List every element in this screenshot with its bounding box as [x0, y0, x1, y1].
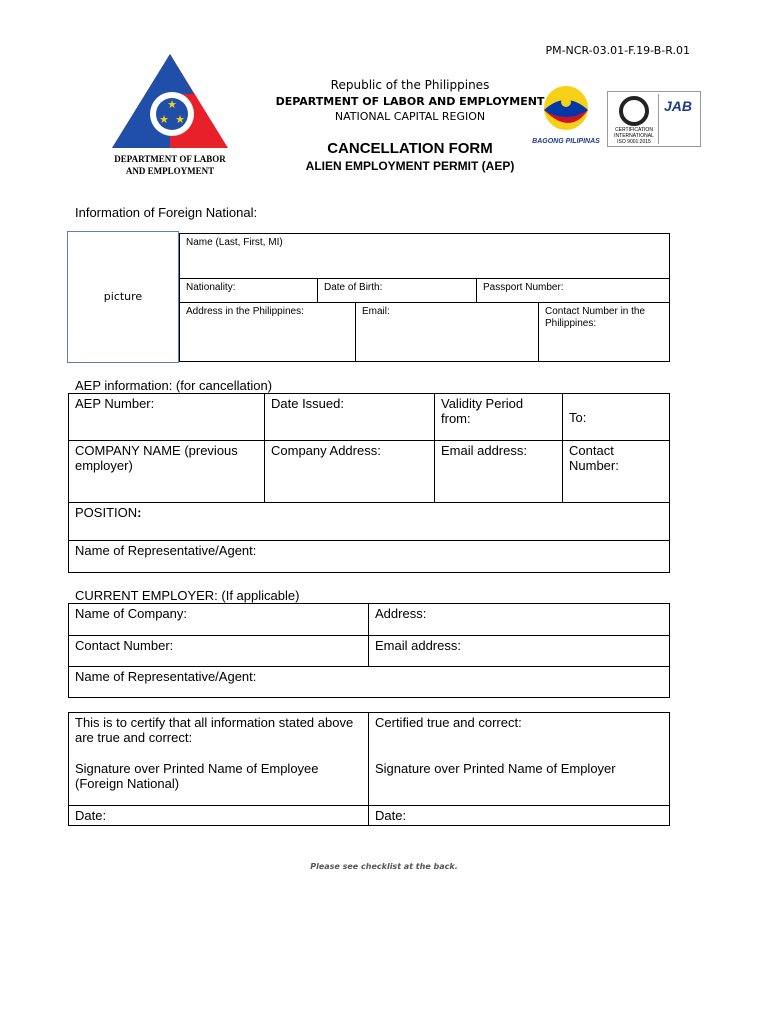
employee-certify-statement: This is to certify that all information stated above are true and correct: [75, 715, 354, 745]
employee-date-label: Date: [75, 808, 107, 823]
certification-logo [607, 91, 701, 147]
validity-from-field[interactable] [435, 394, 563, 441]
footer-note: Please see checklist at the back. [310, 862, 458, 871]
bagong-pilipinas-logo [530, 80, 602, 150]
region-text: NATIONAL CAPITAL REGION [334, 110, 486, 123]
employee-date-field[interactable] [69, 806, 369, 826]
aep-number-label: AEP Number: [75, 396, 155, 411]
employer-certify-cell[interactable] [369, 713, 670, 806]
aep-contact-label: Contact Number: [569, 443, 619, 473]
passport-field[interactable] [477, 279, 670, 303]
form-title: CANCELLATION FORM [327, 140, 493, 157]
department-text: DEPARTMENT OF LABOR AND EMPLOYMENT [275, 95, 545, 108]
aep-rep-field[interactable] [69, 541, 670, 573]
current-employer-table [68, 603, 670, 698]
aep-rep-label: Name of Representative/Agent: [75, 543, 257, 558]
aep-contact-field[interactable] [563, 441, 670, 503]
cert-line1: CERTIFICATION [615, 127, 653, 133]
current-address-label: Address: [375, 606, 427, 621]
employer-signature-label: Signature over Printed Name of Employer [375, 761, 616, 776]
current-contact-field[interactable] [69, 636, 369, 667]
aep-email-label: Email address: [441, 443, 527, 458]
employee-signature-label: Signature over Printed Name of Employee (Foreign National) [75, 761, 319, 791]
form-code: PM-NCR-03.01-F.19-B-R.01 [545, 44, 690, 57]
current-rep-field[interactable] [69, 667, 670, 698]
aep-table [68, 393, 670, 573]
cert-line3: ISO 9001:2015 [617, 139, 651, 145]
position-label: POSITION [75, 505, 138, 520]
current-address-field[interactable] [369, 604, 670, 636]
republic-text: Republic of the Philippines [330, 78, 490, 92]
employer-date-label: Date: [375, 808, 407, 823]
certification-table [68, 712, 670, 826]
certification-ring-icon [612, 94, 656, 128]
current-company-field[interactable] [69, 604, 369, 636]
foreign-national-section-label: Information of Foreign National: [75, 205, 258, 220]
address-label: Address in the Philippines: [186, 306, 304, 317]
email-field[interactable] [356, 303, 539, 362]
nationality-label: Nationality: [186, 282, 236, 293]
svg-text:★: ★ [175, 113, 185, 126]
foreign-national-table [179, 233, 670, 362]
jab-mark: JAB [664, 98, 693, 114]
employee-certify-cell[interactable] [69, 713, 369, 806]
address-field[interactable] [180, 303, 356, 362]
validity-to-field[interactable] [563, 394, 670, 441]
current-email-label: Email address: [375, 638, 461, 653]
validity-from-label: Validity Period from: [441, 396, 524, 426]
name-label: Name (Last, First, MI) [186, 237, 283, 248]
current-contact-label: Contact Number: [75, 638, 174, 653]
passport-label: Passport Number: [483, 282, 564, 293]
email-label: Email: [362, 306, 390, 317]
company-address-field[interactable] [265, 441, 435, 503]
svg-text:★: ★ [167, 98, 177, 111]
nationality-field[interactable] [180, 279, 318, 303]
form-subtitle: ALIEN EMPLOYMENT PERMIT (AEP) [305, 159, 515, 173]
name-field[interactable] [180, 234, 670, 279]
aep-email-field[interactable] [435, 441, 563, 503]
svg-text:★: ★ [159, 113, 169, 126]
dob-field[interactable] [318, 279, 477, 303]
current-rep-label: Name of Representative/Agent: [75, 669, 257, 684]
contact-label: Contact Number in the Philippines: [545, 306, 646, 329]
bagong-pilipinas-emblem-icon [530, 80, 602, 138]
date-issued-label: Date Issued: [271, 396, 344, 411]
dole-logo-line2: AND EMPLOYMENT [125, 166, 215, 176]
contact-field[interactable] [539, 303, 670, 362]
current-company-label: Name of Company: [75, 606, 187, 621]
dole-logo-line1: DEPARTMENT OF LABOR [114, 154, 226, 164]
company-name-field[interactable] [69, 441, 265, 503]
dob-label: Date of Birth: [324, 282, 383, 293]
aep-section-label: AEP information: (for cancellation) [75, 378, 273, 393]
current-employer-section-label: CURRENT EMPLOYER: (If applicable) [75, 588, 300, 603]
position-field[interactable] [69, 503, 670, 541]
picture-box[interactable] [67, 231, 179, 363]
position-colon: : [137, 505, 142, 520]
aep-number-field[interactable] [69, 394, 265, 441]
date-issued-field[interactable] [265, 394, 435, 441]
employer-date-field[interactable] [369, 806, 670, 826]
validity-to-label: To: [569, 409, 587, 425]
company-address-label: Company Address: [271, 443, 381, 458]
cert-line2: INTERNATIONAL [614, 133, 654, 139]
bagong-pilipinas-text: BAGONG PILIPINAS [532, 138, 600, 145]
current-email-field[interactable] [369, 636, 670, 667]
employer-certify-statement: Certified true and correct: [375, 715, 522, 730]
company-name-label: COMPANY NAME (previous employer) [75, 443, 238, 473]
picture-label: picture [103, 290, 143, 303]
